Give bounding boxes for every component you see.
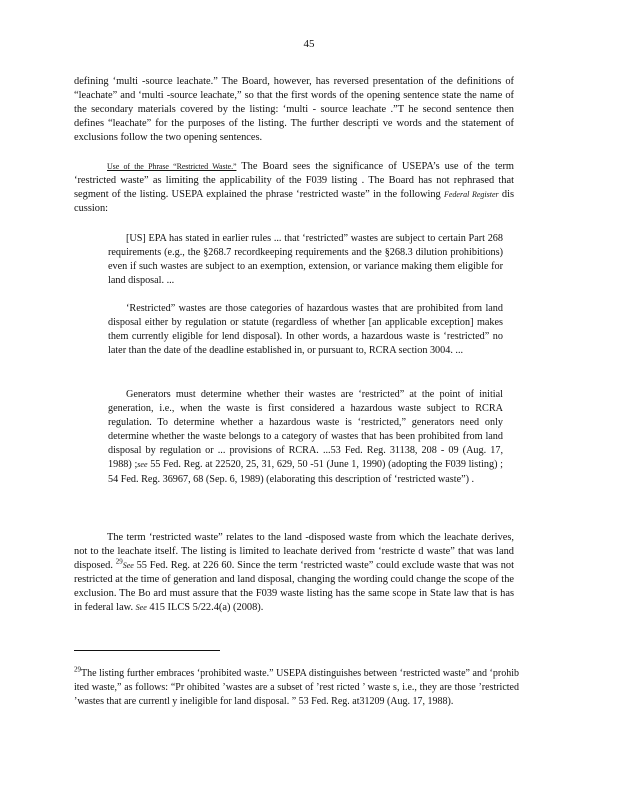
footnote-reference[interactable]: 29 xyxy=(115,557,123,566)
paragraph-text: 415 ILCS 5/22.4(a) (2008). xyxy=(146,602,264,614)
signal-see: see xyxy=(137,460,148,470)
paragraph-restricted-waste xyxy=(74,160,514,216)
quote-text: Generators must determine whether their wastes are ‘restricted” at the point of initial generation, i.e., when the waste is first considered a hazardous waste subject to RCRA regulation. To determine whether a hazardous waste is ‘restricted,” generators need only determine whether the waste belongs to a category of wastes that has been prohibited from land disposal by regulation or ... provisions of RCRA. ...53 Fed. Reg. 31138, 208 - 09 (Aug. 17, 1988) ; xyxy=(108,389,503,471)
section-heading: Use of the Phrase “Restricted Waste.” xyxy=(107,162,237,171)
block-quote-1: [US] EPA has stated in earlier rules ... that ‘restricted” wastes are subject to certain Part 268 requirements (e.g., the §268.7 recordkeeping requirements and the §268.3 dilution prohibitions) even if such wastes are subject to an exemption, extension, or variance making them eligible for land disposal. ... xyxy=(108,233,503,287)
page-number: 45 xyxy=(303,38,315,50)
citation-federal-register: Federal Register xyxy=(443,190,499,200)
block-quote-2: ‘Restricted” wastes are those categories of hazardous wastes that are prohibited from land disposal either by regulation or statute (regardless of whether [an applicable exception] makes them currently eligible for lend disposal). In other words, a hazardous waste is ‘restricted” no later than the date of the deadline established in, or pursuant to, RCRA section 3004. ... xyxy=(108,303,503,357)
signal-see: See xyxy=(122,561,134,571)
signal-see: See xyxy=(135,603,147,613)
footnote-marker: 29 xyxy=(74,665,81,674)
quote-text: 55 Fed. Reg. at 22520, 25, 31, 629, 50 -51 (June 1, 1990) (adopting the F039 listing) ; 54 Fed. Reg. 36967, 68 (Sep. 6, 1989) (elaborating this description of ‘restricted waste”) . xyxy=(108,459,503,485)
footnote-29 xyxy=(74,667,519,709)
footnote-divider xyxy=(74,650,220,651)
paragraph-text: 55 Fed. Reg. at 226 60. Since the term ‘restricted waste” could exclude waste that was not restricted at the time of generation and land disposal, changing the wording could change the scope of the exclusion. The Bo ard must assure that the F039 waste listing has the same scope in State law that is has in federal law. xyxy=(74,560,514,614)
footnote-text: The listing further embraces ‘prohibited waste.” USEPA distinguishes between ‘restricted waste” and ‘prohib ited waste,” as follows: “Pr ohibited ’wastes are a subset of ’rest ricted ’ waste s, i.e., they are those ’restricted ’wastes that are currentl y ineligible for land disposal. ” 53 Fed. Reg. at31209 (Aug. 17, 1988). xyxy=(74,668,519,708)
paragraph-text: dis cussion: xyxy=(74,189,515,215)
paragraph-leachate-scope xyxy=(74,531,514,616)
paragraph-text: The Board sees the significance of USEPA’s use of the term ‘restricted waste” as limiting the applicability of the F039 listing . The Board has not rephrased that segment of the listing. USEPA explained the phrase ‘restricted waste” in the following xyxy=(74,161,514,201)
block-quote-3 xyxy=(108,388,503,487)
paragraph-definitions: defining ‘multi -source leachate.” The Board, however, has reversed presentation of the definitions of “leachate” and ‘multi -source leachate,” so that the first words of the opening sentence state the name of the secondary materials covered by the listing: ‘multi - source leachate .”T he second sentence then defines “leachate” for the purposes of the listing. The further descripti ve words and the statement of exclusions follow the two opening sentences. xyxy=(74,76,514,144)
paragraph-text: The term ‘restricted waste” relates to the land -disposed waste from which the leachate derives, not to the leachate itself. The listing is limited to leachate derived from ‘restricte d waste” that was land disposed. xyxy=(74,532,514,572)
